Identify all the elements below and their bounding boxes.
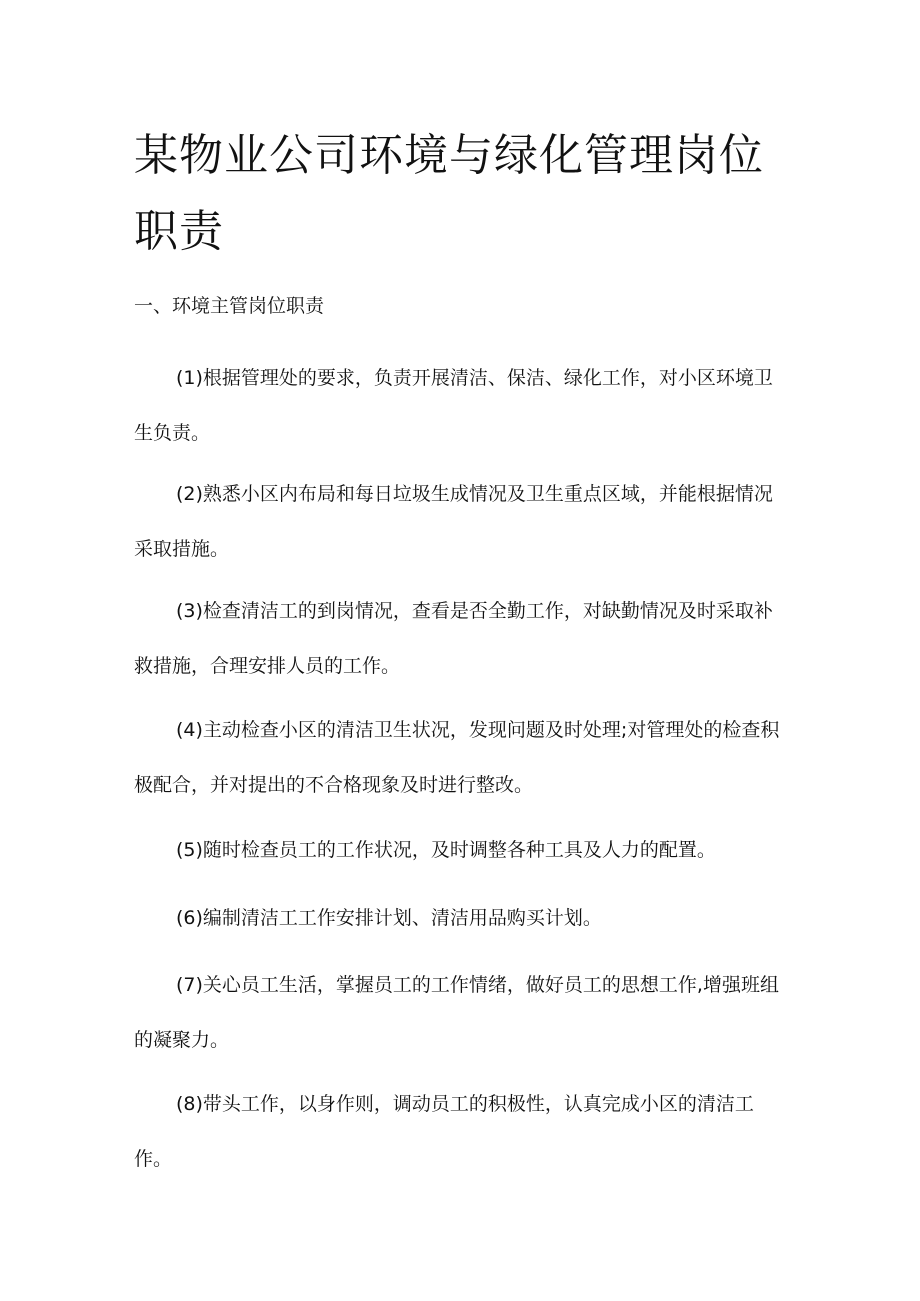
duty-item-4: (4)主动检查小区的清洁卫生状况，发现问题及时处理;对管理处的检查积极配合，并对提出的不合格现象及时进行整改。 — [134, 719, 780, 796]
section-heading: 一、环境主管岗位职责 — [134, 295, 325, 317]
duty-item-8: (8)带头工作，以身作则，调动员工的积极性，认真完成小区的清洁工作。 — [134, 1093, 754, 1170]
duty-item-1: (1)根据管理处的要求，负责开展清洁、保洁、绿化工作，对小区环境卫生负责。 — [134, 367, 773, 444]
duty-item-6: (6)编制清洁工工作安排计划、清洁用品购买计划。 — [176, 907, 602, 929]
duty-item-5: (5)随时检查员工的工作状况，及时调整各种工具及人力的配置。 — [176, 839, 716, 861]
document-title: 某物业公司环境与绿化管理岗位职责 — [134, 130, 764, 257]
duty-item-7: (7)关心员工生活，掌握员工的工作情绪，做好员工的思想工作,增强班组的凝聚力。 — [134, 974, 779, 1051]
duty-item-2: (2)熟悉小区内布局和每日垃圾生成情况及卫生重点区域，并能根据情况采取措施。 — [134, 483, 773, 560]
duty-item-3: (3)检查清洁工的到岗情况，查看是否全勤工作，对缺勤情况及时采取补救措施，合理安排人员的工作。 — [134, 600, 773, 677]
